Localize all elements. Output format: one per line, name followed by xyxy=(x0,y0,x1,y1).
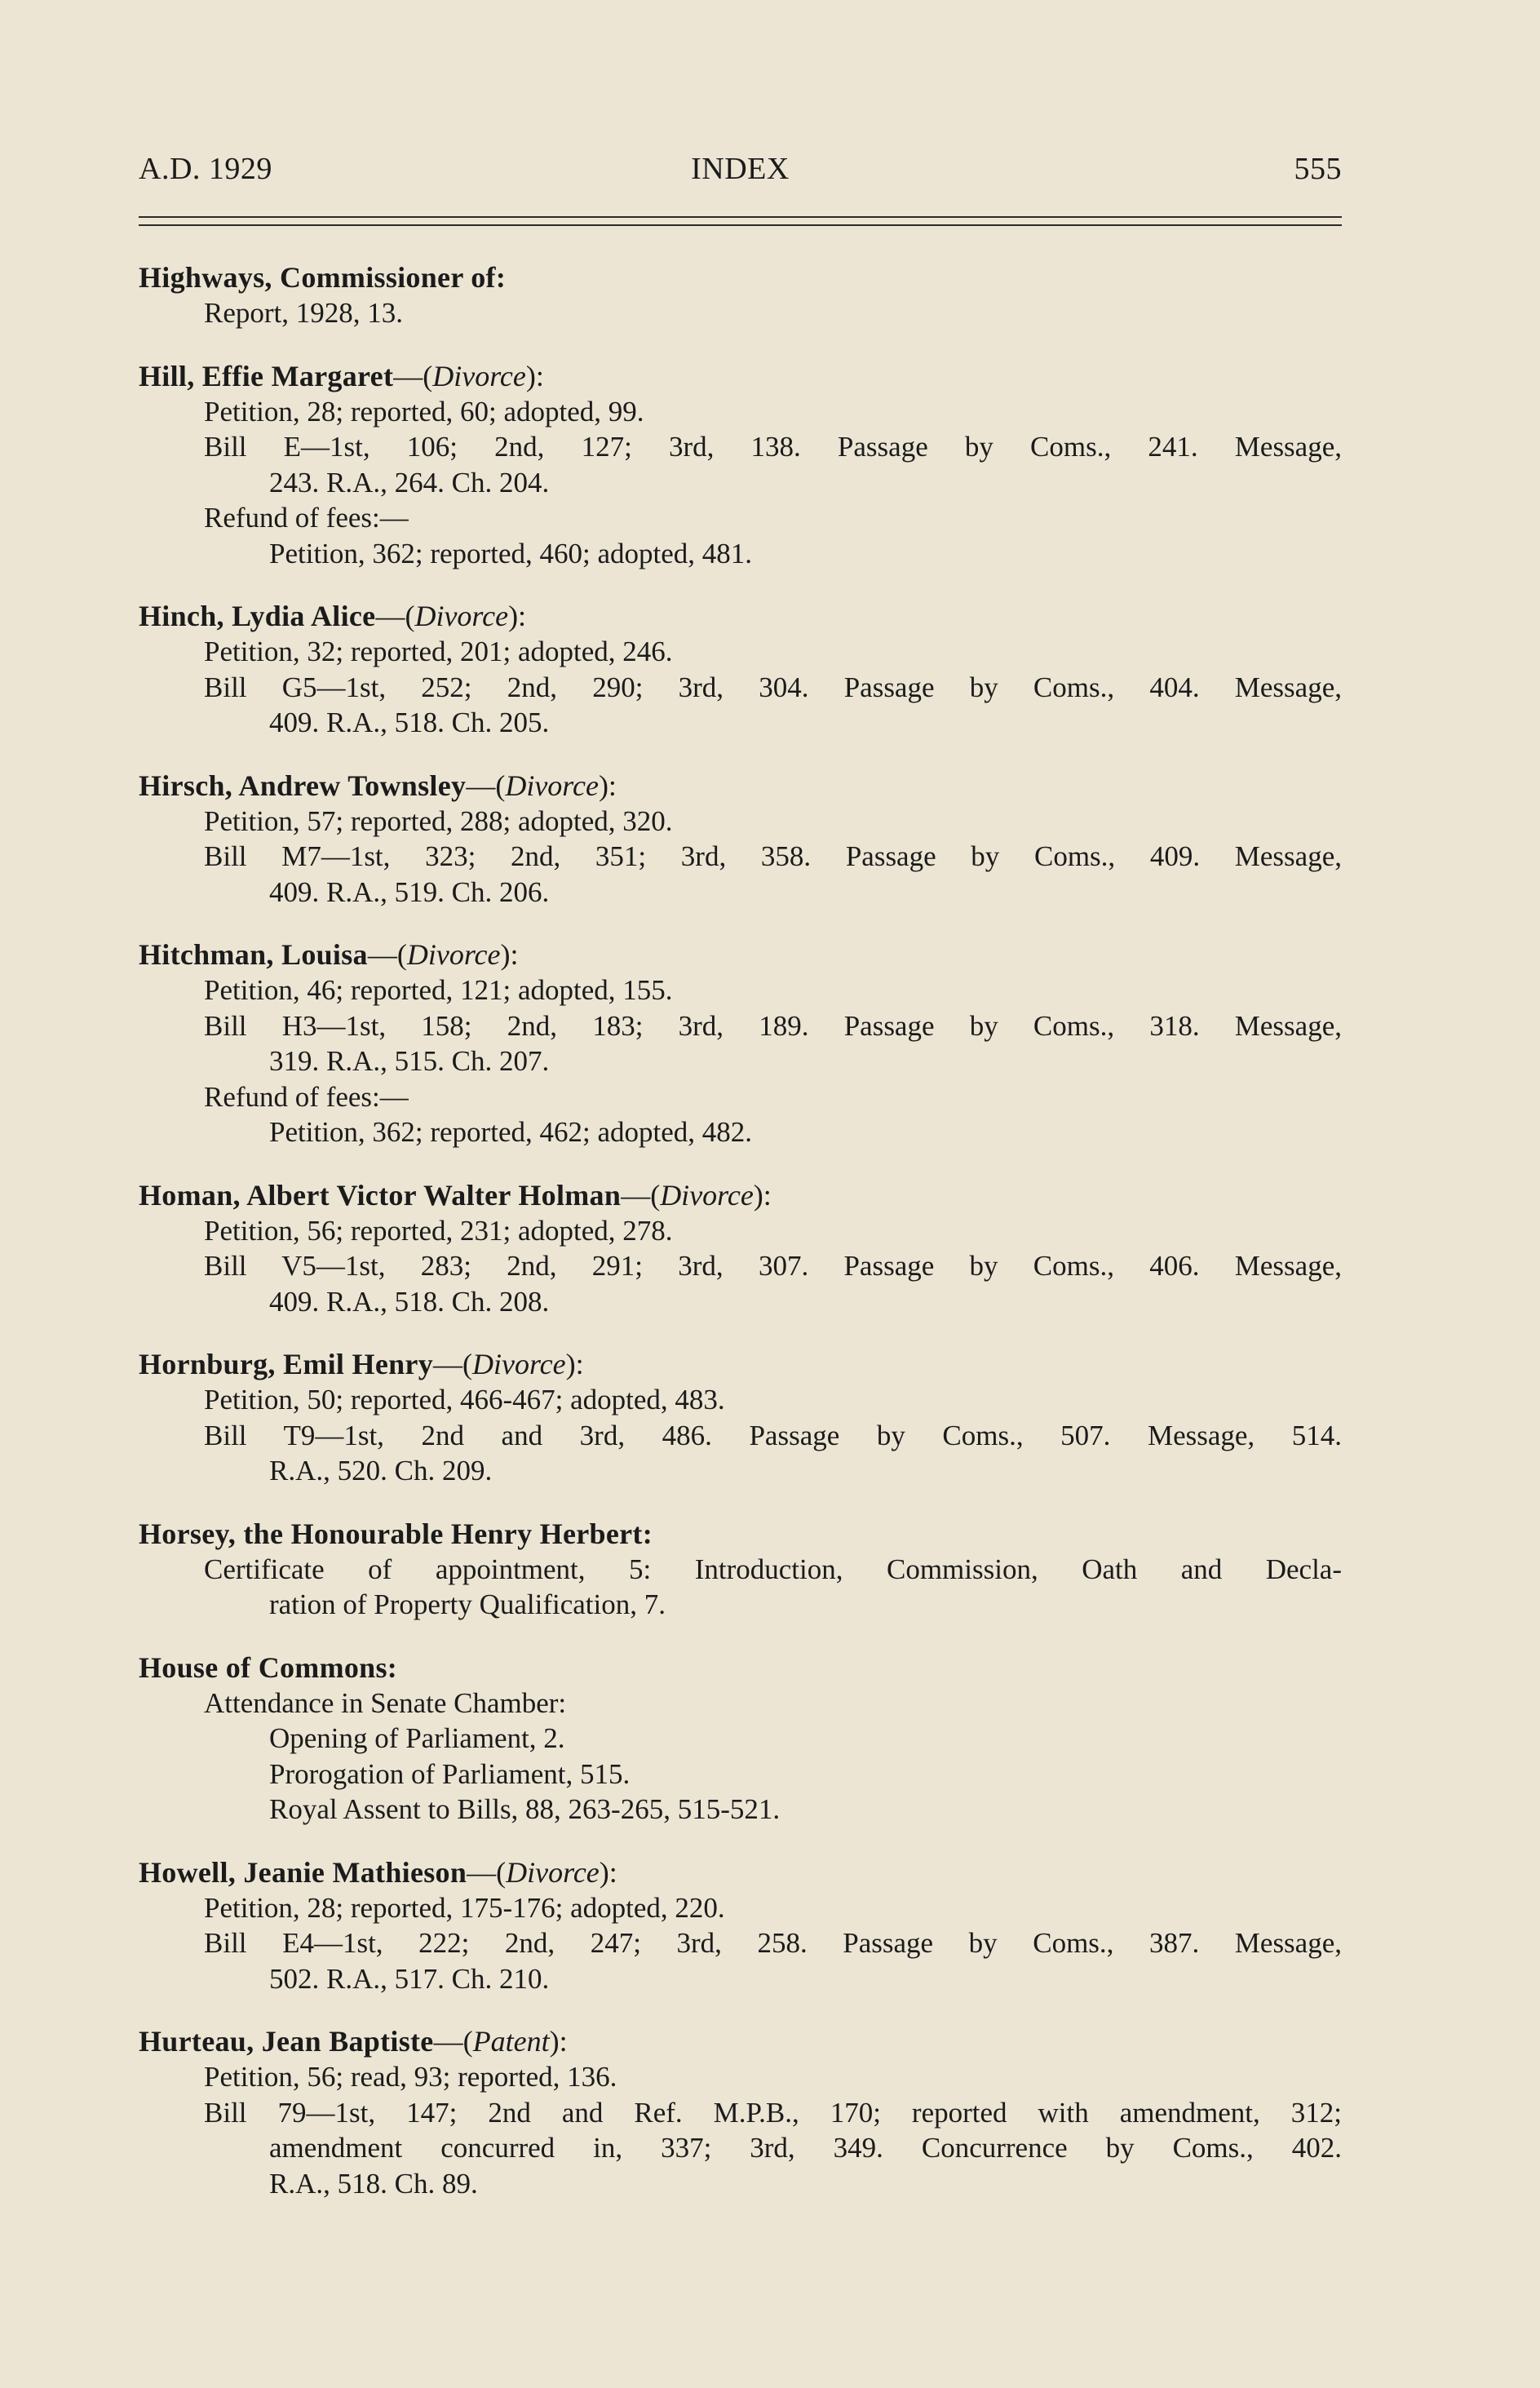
entry-line: 409. R.A., 518. Ch. 208. xyxy=(269,1285,550,1318)
entry-line: Attendance in Senate Chamber: xyxy=(204,1686,567,1719)
entry-heading: Homan, Albert Victor Walter Holman—(Divorce): xyxy=(139,1178,772,1212)
entry-heading: Hirsch, Andrew Townsley—(Divorce): xyxy=(139,769,617,802)
index-entries xyxy=(139,259,1342,2228)
index-entry xyxy=(139,937,1342,1150)
entry-line: Refund of fees:— xyxy=(204,1080,409,1113)
entry-name: Highways, Commissioner of: xyxy=(139,261,507,294)
running-head xyxy=(139,151,1342,197)
entry-name: Homan, Albert Victor Walter Holman xyxy=(139,1178,622,1212)
entry-name: Hurteau, Jean Baptiste xyxy=(139,2025,434,2058)
page-number: 555 xyxy=(1294,152,1342,186)
entry-line: 243. R.A., 264. Ch. 204. xyxy=(269,466,550,498)
entry-line: Petition, 56; reported, 231; adopted, 278. xyxy=(204,1214,673,1247)
entry-name: Hinch, Lydia Alice xyxy=(139,600,376,632)
entry-name: Hornburg, Emil Henry xyxy=(139,1348,434,1380)
entry-line: 409. R.A., 518. Ch. 205. xyxy=(269,707,550,738)
entry-kind: Divorce xyxy=(414,600,509,632)
entry-line: Petition, 28; reported, 175-176; adopted, 220. xyxy=(204,1891,725,1924)
entry-kind: Divorce xyxy=(432,359,526,392)
entry-heading: Hornburg, Emil Henry—(Divorce): xyxy=(139,1348,584,1380)
index-entry xyxy=(139,2023,1342,2201)
entry-line: Bill V5—1st, 283; 2nd, 291; 3rd, 307. Passage by Coms., 406. Message, xyxy=(204,1250,1342,1282)
entry-heading xyxy=(139,1650,1342,1686)
entry-line: Bill 79—1st, 147; 2nd and Ref. M.P.B., 170; reported with amendment, 312; xyxy=(204,2096,1342,2129)
entry-line: amendment concurred in, 337; 3rd, 349. Concurrence by Coms., 402. xyxy=(269,2132,1342,2164)
header-rule-top xyxy=(139,216,1342,218)
entry-line: Petition, 32; reported, 201; adopted, 246. xyxy=(204,636,673,667)
index-entry xyxy=(139,1650,1342,1828)
entry-line: Bill T9—1st, 2nd and 3rd, 486. Passage by Coms., 507. Message, 514. xyxy=(204,1419,1342,1451)
entry-heading: Howell, Jeanie Mathieson—(Divorce): xyxy=(139,1855,617,1889)
entry-name: Horsey, the Honourable Henry Herbert: xyxy=(139,1517,653,1550)
entry-kind: Divorce xyxy=(472,1348,566,1380)
entry-line: Bill G5—1st, 252; 2nd, 290; 3rd, 304. Passage by Coms., 404. Message, xyxy=(204,671,1342,703)
entry-line: Petition, 56; read, 93; reported, 136. xyxy=(204,2061,617,2093)
entry-name: Hill, Effie Margaret xyxy=(139,359,394,392)
index-entry xyxy=(139,768,1342,910)
entry-line: Certificate of appointment, 5: Introduction, Commission, Oath and Decla- xyxy=(204,1553,1342,1585)
index-entry xyxy=(139,1854,1342,1997)
entry-line: 502. R.A., 517. Ch. 210. xyxy=(269,1962,550,1995)
entry-name: Howell, Jeanie Mathieson xyxy=(139,1855,467,1889)
entry-line: Petition, 57; reported, 288; adopted, 320. xyxy=(204,804,673,837)
entry-heading: Hurteau, Jean Baptiste—(Patent): xyxy=(139,2025,568,2058)
entry-line: Prorogation of Parliament, 515. xyxy=(269,1757,631,1790)
entry-heading xyxy=(139,1516,1342,1552)
entry-line: 319. R.A., 515. Ch. 207. xyxy=(269,1045,550,1077)
entry-kind: Divorce xyxy=(505,769,599,802)
entry-kind: Patent xyxy=(472,2025,550,2058)
header-rule-bottom xyxy=(139,224,1342,226)
entry-kind: Divorce xyxy=(406,938,501,971)
entry-line: Opening of Parliament, 2. xyxy=(269,1722,565,1754)
entry-kind: Divorce xyxy=(506,1855,600,1889)
entry-heading: Hinch, Lydia Alice—(Divorce): xyxy=(139,600,527,632)
entry-heading: Hill, Effie Margaret—(Divorce): xyxy=(139,359,544,392)
entry-line: Bill H3—1st, 158; 2nd, 183; 3rd, 189. Passage by Coms., 318. Message, xyxy=(204,1009,1342,1042)
entry-line: Petition, 362; reported, 462; adopted, 482. xyxy=(269,1116,752,1148)
entry-line: Bill E—1st, 106; 2nd, 127; 3rd, 138. Passage by Coms., 241. Message, xyxy=(204,431,1342,463)
entry-name: Hirsch, Andrew Townsley xyxy=(139,769,467,802)
entry-heading xyxy=(139,259,1342,295)
entry-line: R.A., 518. Ch. 89. xyxy=(269,2167,478,2200)
entry-line: Petition, 50; reported, 466-467; adopted, 483. xyxy=(204,1384,725,1416)
index-entry xyxy=(139,1516,1342,1623)
entry-line: Bill M7—1st, 323; 2nd, 351; 3rd, 358. Passage by Coms., 409. Message, xyxy=(204,840,1342,872)
entry-name: House of Commons: xyxy=(139,1650,398,1684)
index-entry xyxy=(139,1177,1342,1320)
entry-line: Refund of fees:— xyxy=(204,502,409,534)
entry-kind: Divorce xyxy=(660,1178,754,1212)
index-entry xyxy=(139,1346,1342,1489)
year-label: A.D. 1929 xyxy=(139,152,272,186)
entry-line: Petition, 46; reported, 121; adopted, 155. xyxy=(204,974,673,1006)
entry-name: Hitchman, Louisa xyxy=(139,938,368,971)
entry-line: R.A., 520. Ch. 209. xyxy=(269,1455,493,1486)
section-title: INDEX xyxy=(691,152,790,186)
index-entry xyxy=(139,358,1342,572)
index-entry xyxy=(139,259,1342,331)
entry-line: ration of Property Qualification, 7. xyxy=(269,1588,666,1620)
entry-line: Petition, 28; reported, 60; adopted, 99. xyxy=(204,395,644,428)
entry-line: 409. R.A., 519. Ch. 206. xyxy=(269,875,550,908)
entry-heading: Hitchman, Louisa—(Divorce): xyxy=(139,938,519,971)
index-entry xyxy=(139,598,1342,741)
entry-line: Bill E4—1st, 222; 2nd, 247; 3rd, 258. Passage by Coms., 387. Message, xyxy=(204,1927,1342,1959)
entry-line: Petition, 362; reported, 460; adopted, 481. xyxy=(269,537,752,569)
entry-line: Report, 1928, 13. xyxy=(204,297,404,329)
entry-line: Royal Assent to Bills, 88, 263-265, 515-521. xyxy=(269,1793,781,1825)
